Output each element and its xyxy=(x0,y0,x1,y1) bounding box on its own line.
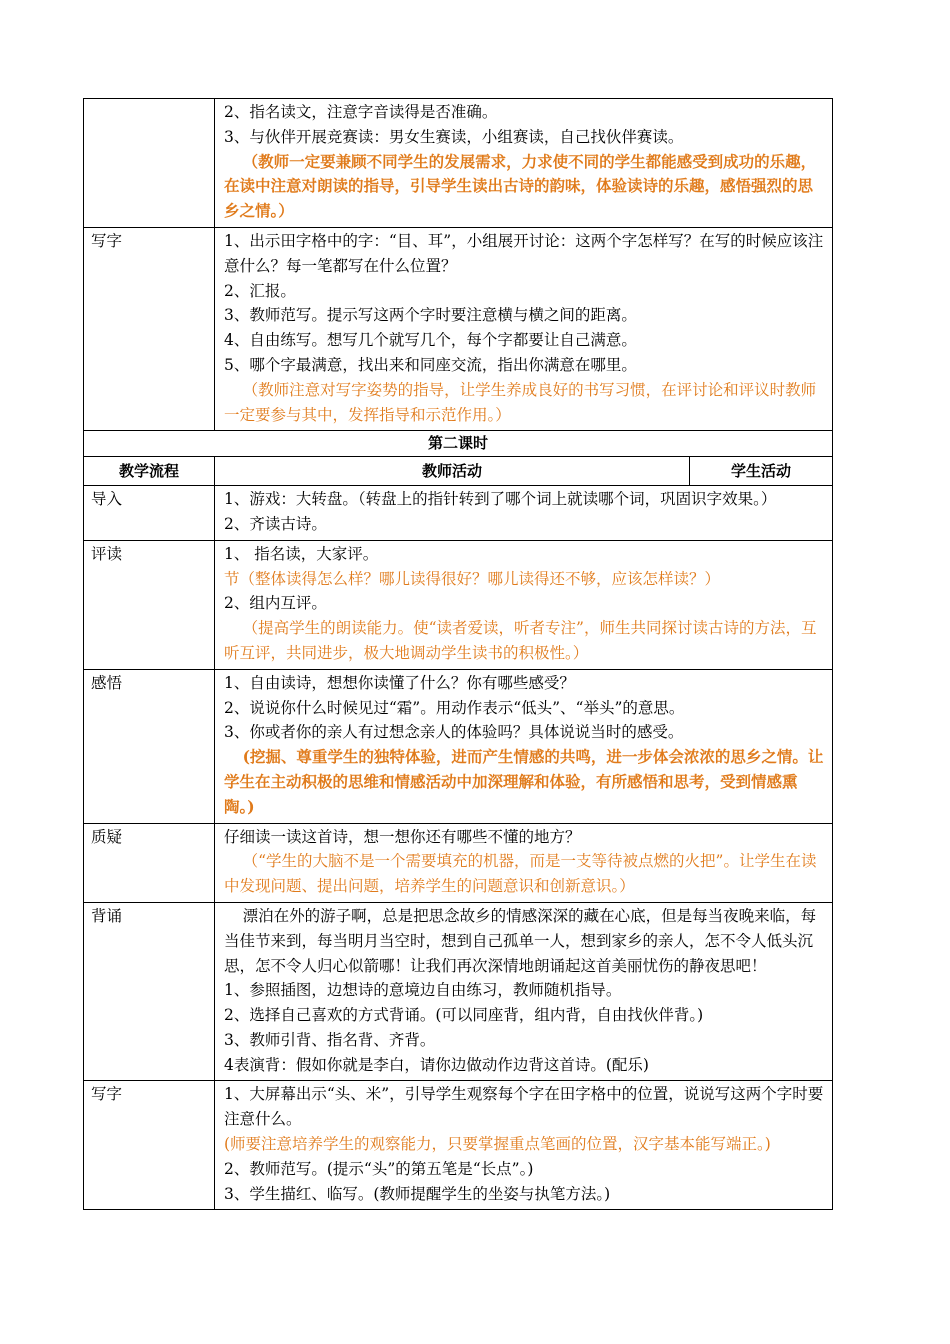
activity-line: 2、指名读文，注意字音读得是否准确。 xyxy=(224,103,498,121)
stage-label: 写字 xyxy=(84,227,215,430)
activity-line: 2、齐读古诗。 xyxy=(224,514,327,533)
activity-line: 3、与伙伴开展竞赛读：男女生赛读，小组赛读，自己找伙伴赛读。 xyxy=(224,127,684,146)
stage-label: 写字 xyxy=(84,1081,215,1210)
guidance-note: (挖掘、尊重学生的独特体验，进而产生情感的共鸣，进一步体会浓浓的思乡之情。让学生在主动积极的思维和情感活动中加深理解和体验，有所感悟和思考，受到情感熏陶。) xyxy=(224,747,824,816)
table-row xyxy=(84,486,833,541)
activity-line: 4表演背：假如你就是李白，请你边做动作边背这首诗。(配乐) xyxy=(224,1055,649,1074)
section-row xyxy=(84,431,833,457)
header-col-flow: 教学流程 xyxy=(84,457,215,486)
teacher-activity-cell xyxy=(215,1081,833,1210)
teacher-activity-cell xyxy=(215,823,833,902)
teacher-activity-cell xyxy=(215,669,833,823)
table-row xyxy=(84,99,833,228)
table-row xyxy=(84,902,833,1081)
guidance-note: （“学生的大脑不是一个需要填充的机器，而是一支等待被点燃的火把”。让学生在读中发现问题、提出问题，培养学生的问题意识和创新意识。） xyxy=(224,852,817,896)
lesson-plan-table xyxy=(83,98,833,1210)
activity-line: 1、出示田字格中的字：“目、耳”，小组展开讨论：这两个字怎样写？在写的时候应该注意什么？每一笔都写在什么位置？ xyxy=(224,231,824,275)
activity-line: 2、说说你什么时候见过“霜”。用动作表示“低头”、“举头”的意思。 xyxy=(224,698,685,717)
teacher-activity-cell xyxy=(215,99,833,228)
table-row xyxy=(84,823,833,902)
activity-line: 1、自由读诗，想想你读懂了什么？你有哪些感受？ xyxy=(224,673,575,692)
table-row xyxy=(84,1081,833,1210)
activity-line: 仔细读一读这首诗，想一想你还有哪些不懂的地方？ xyxy=(224,827,581,846)
guidance-note: （提高学生的朗读能力。使“读者爱读，听者专注”，师生共同探讨读古诗的方法，互听互评，共同进步，极大地调动学生读书的积极性。） xyxy=(224,619,817,662)
teacher-activity-cell xyxy=(215,227,833,430)
guidance-note: （教师一定要兼顾不同学生的发展需求，力求使不同的学生都能感受到成功的乐趣，在读中注意对朗读的指导，引导学生读出古诗的韵味，体验读诗的乐趣，感悟强烈的思乡之情。） xyxy=(224,151,817,221)
activity-line: 5、哪个字最满意，找出来和同座交流，指出你满意在哪里。 xyxy=(224,355,637,374)
guidance-note: (师要注意培养学生的观察能力，只要掌握重点笔画的位置，汉字基本能写端正。) xyxy=(224,1135,771,1154)
table-row xyxy=(84,540,833,669)
activity-line: 3、学生描红、临写。(教师提醒学生的坐姿与执笔方法。) xyxy=(224,1184,611,1203)
activity-line: 2、汇报。 xyxy=(224,281,296,300)
stage-label: 背诵 xyxy=(84,902,215,1081)
activity-line: 1、游戏：大转盘。（转盘上的指针转到了哪个词上就读哪个词，巩固识字效果。） xyxy=(224,490,777,509)
section-title: 第二课时 xyxy=(84,431,833,457)
activity-line: 漂泊在外的游子啊，总是把思念故乡的情感深深的藏在心底，但是每当夜晚来临，每当佳节来到，每当明月当空时，想到自己孤单一人，想到家乡的亲人，怎不令人低头沉思，怎不令人归心似箭哪！让我们再次深情地朗诵起这首美丽忧伤的静夜思吧！ xyxy=(224,906,817,975)
header-col-teacher: 教师活动 xyxy=(215,457,690,486)
activity-line: 3、教师范写。提示写这两个字时要注意横与横之间的距离。 xyxy=(224,306,637,325)
teacher-activity-cell xyxy=(215,486,833,541)
table-row xyxy=(84,227,833,430)
activity-line: 3、教师引背、指名背、齐背。 xyxy=(224,1030,436,1049)
stage-label: 感悟 xyxy=(84,669,215,823)
stage-label: 评读 xyxy=(84,540,215,669)
header-col-student: 学生活动 xyxy=(690,457,833,486)
stage-label: 质疑 xyxy=(84,823,215,902)
activity-line: 2、教师范写。(提示“头”的第五笔是“长点”。) xyxy=(224,1159,534,1178)
activity-line: 2、组内互评。 xyxy=(224,594,327,613)
header-row xyxy=(84,457,833,486)
table-row xyxy=(84,669,833,823)
activity-line: 1、 指名读，大家评。 xyxy=(224,544,379,563)
activity-line: 1、大屏幕出示“头、米”，引导学生观察每个字在田字格中的位置，说说写这两个字时要注意什么。 xyxy=(224,1085,824,1129)
guidance-note: 节（整体读得怎么样？哪儿读得很好？哪儿读得还不够，应该怎样读？） xyxy=(224,569,721,588)
activity-line: 3、你或者你的亲人有过想念亲人的体验吗？具体说说当时的感受。 xyxy=(224,723,684,742)
guidance-note: （教师注意对写字姿势的指导，让学生养成良好的书写习惯，在评讨论和评议时教师一定要参与其中，发挥指导和示范作用。） xyxy=(224,380,817,424)
activity-line: 1、参照插图，边想诗的意境边自由练习，教师随机指导。 xyxy=(224,981,622,1000)
teacher-activity-cell xyxy=(215,902,833,1081)
teacher-activity-cell xyxy=(215,540,833,669)
stage-label: 导入 xyxy=(84,486,215,541)
activity-line: 2、选择自己喜欢的方式背诵。(可以同座背，组内背，自由找伙伴背。) xyxy=(224,1006,704,1025)
activity-line: 4、自由练写。想写几个就写几个，每个字都要让自己满意。 xyxy=(224,331,637,350)
stage-label xyxy=(84,99,215,228)
